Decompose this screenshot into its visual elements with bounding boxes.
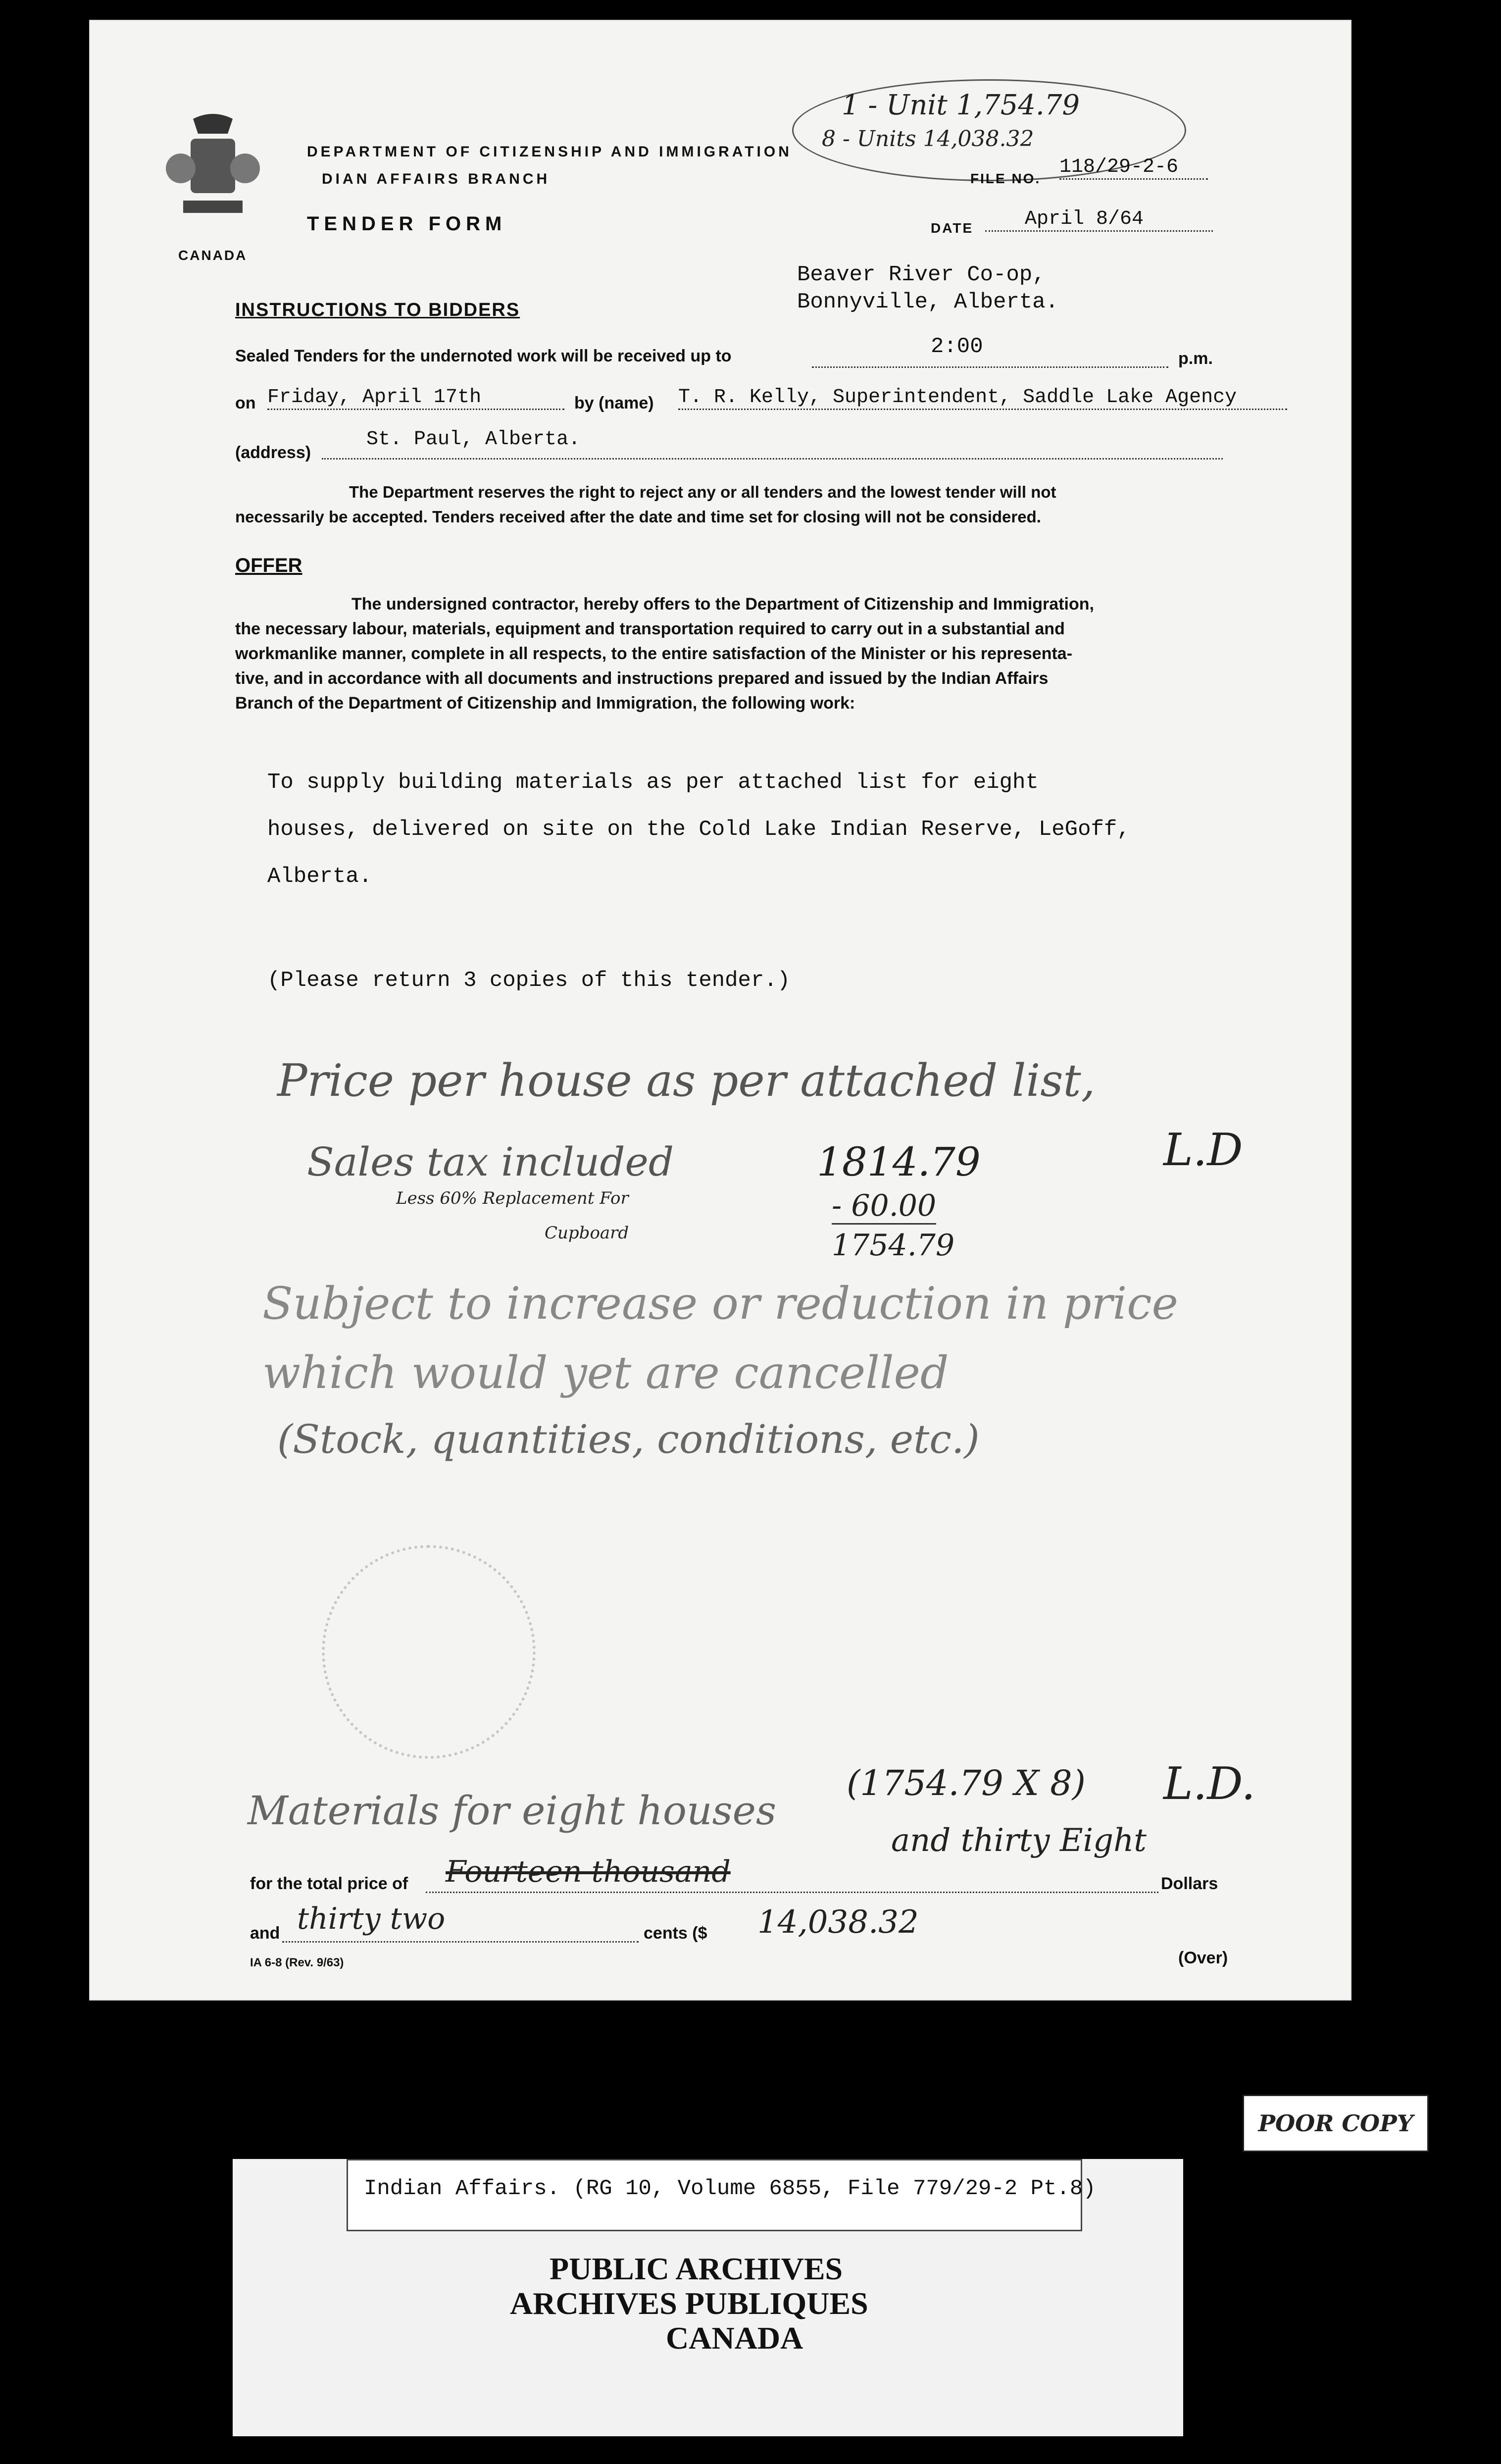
form-title: TENDER FORM (307, 213, 507, 235)
addressee-line-1: Beaver River Co-op, (797, 262, 1046, 287)
on-label: on (235, 394, 256, 412)
work-line-3: Alberta. (267, 864, 372, 889)
department-name: DEPARTMENT OF CITIZENSHIP AND IMMIGRATION (307, 144, 792, 160)
poor-copy-label (1243, 2095, 1429, 2152)
by-name-label: by (name) (574, 394, 654, 412)
handwritten-cupboard: Cupboard (545, 1223, 629, 1243)
address-value: St. Paul, Alberta. (366, 428, 581, 451)
archive-reference: Indian Affairs. (RG 10, Volume 6855, File 779/29-2 Pt.8) (364, 2176, 1096, 2201)
handwritten-amount-3: 1754.79 (832, 1228, 955, 1263)
handwritten-subject-line: Subject to increase or reduction in price (262, 1278, 1178, 1330)
address-label: (address) (235, 443, 311, 462)
handwritten-initials: L.D (1163, 1124, 1243, 1176)
handwritten-price-line: Price per house as per attached list, (277, 1055, 1096, 1107)
handwritten-amount-2: - 60.00 (832, 1188, 936, 1225)
work-line-1: To supply building materials as per attached list for eight (267, 770, 1039, 795)
handwritten-thirty-eight: and thirty Eight (891, 1822, 1147, 1859)
branch-name: DIAN AFFAIRS BRANCH (322, 171, 550, 187)
pm-label: p.m. (1178, 349, 1213, 368)
poor-copy-text: POOR COPY (1258, 2110, 1413, 2137)
reserve-text-line-2: necessarily be accepted. Tenders received after the date and time set for closing will not be considered. (235, 508, 1041, 526)
reserve-text-line-1: The Department reserves the right to reject any or all tenders and the lowest tender will not (349, 483, 1056, 501)
and-label: and (250, 1924, 280, 1943)
offer-line-5: Branch of the Department of Citizenship and Immigration, the following work: (235, 694, 855, 713)
over-label: (Over) (1178, 1949, 1228, 1967)
offer-heading: OFFER (235, 555, 302, 576)
file-no-value: 118/29-2-6 (1059, 156, 1208, 180)
handwritten-which-line: which would yet are cancelled (262, 1347, 949, 1399)
offer-line-4: tive, and in accordance with all documents and instructions prepared and issued by the Indian Affairs (235, 669, 1049, 688)
total-price-label: for the total price of (250, 1874, 408, 1893)
instructions-heading: INSTRUCTIONS TO BIDDERS (235, 300, 520, 320)
total-words-value: Fourteen thousand (446, 1854, 731, 1889)
file-no-label: FILE NO. (970, 171, 1041, 186)
offer-line-1: The undersigned contractor, hereby offers to the Department of Citizenship and Immigration, (351, 595, 1094, 614)
handwritten-sales-tax: Sales tax included (307, 1139, 674, 1185)
time-value: 2:00 (931, 334, 983, 359)
archive-line-2: ARCHIVES PUBLIQUES (510, 2286, 868, 2321)
country-label: CANADA (178, 248, 248, 263)
form-number: IA 6-8 (Rev. 9/63) (250, 1956, 344, 1969)
archive-line-3: CANADA (666, 2320, 803, 2356)
handwritten-materials-line: Materials for eight houses (248, 1788, 777, 1834)
work-line-2: houses, delivered on site on the Cold Lake Indian Reserve, LeGoff, (267, 817, 1130, 842)
on-date-value: Friday, April 17th (267, 386, 564, 410)
faint-stamp-icon (322, 1545, 536, 1759)
handwritten-less-line: Less 60% Replacement For (396, 1188, 629, 1208)
offer-line-3: workmanlike manner, complete in all respects, to the entire satisfaction of the Minister or his representa- (235, 644, 1073, 663)
dollars-label: Dollars (1161, 1874, 1218, 1893)
annotation-unit-line: 1 - Unit 1,754.79 (842, 89, 1080, 121)
handwritten-calculation: (1754.79 X 8) (847, 1763, 1086, 1803)
by-name-value: T. R. Kelly, Superintendent, Saddle Lake Agency (678, 386, 1287, 410)
total-amount-value: 14,038.32 (757, 1904, 919, 1941)
offer-line-2: the necessary labour, materials, equipment and transportation required to carry out in a substantial and (235, 619, 1065, 638)
handwritten-amount-1: 1814.79 (817, 1139, 981, 1185)
sealed-tenders-text: Sealed Tenders for the undernoted work will be received up to (235, 347, 732, 365)
handwritten-initials-2: L.D. (1163, 1758, 1255, 1810)
annotation-units-line: 8 - Units 14,038.32 (822, 126, 1034, 152)
addressee-line-2: Bonnyville, Alberta. (797, 290, 1059, 314)
date-label: DATE (931, 220, 974, 236)
time-field (812, 347, 1168, 368)
cents-words-value: thirty two (297, 1901, 446, 1936)
archive-line-1: PUBLIC ARCHIVES (550, 2251, 843, 2286)
cents-label: cents ($ (644, 1924, 707, 1943)
return-copies-note: (Please return 3 copies of this tender.) (267, 968, 791, 993)
handwritten-stock-line: (Stock, quantities, conditions, etc.) (277, 1416, 980, 1462)
coat-of-arms-icon (163, 109, 262, 238)
date-value: April 8/64 (985, 208, 1213, 232)
